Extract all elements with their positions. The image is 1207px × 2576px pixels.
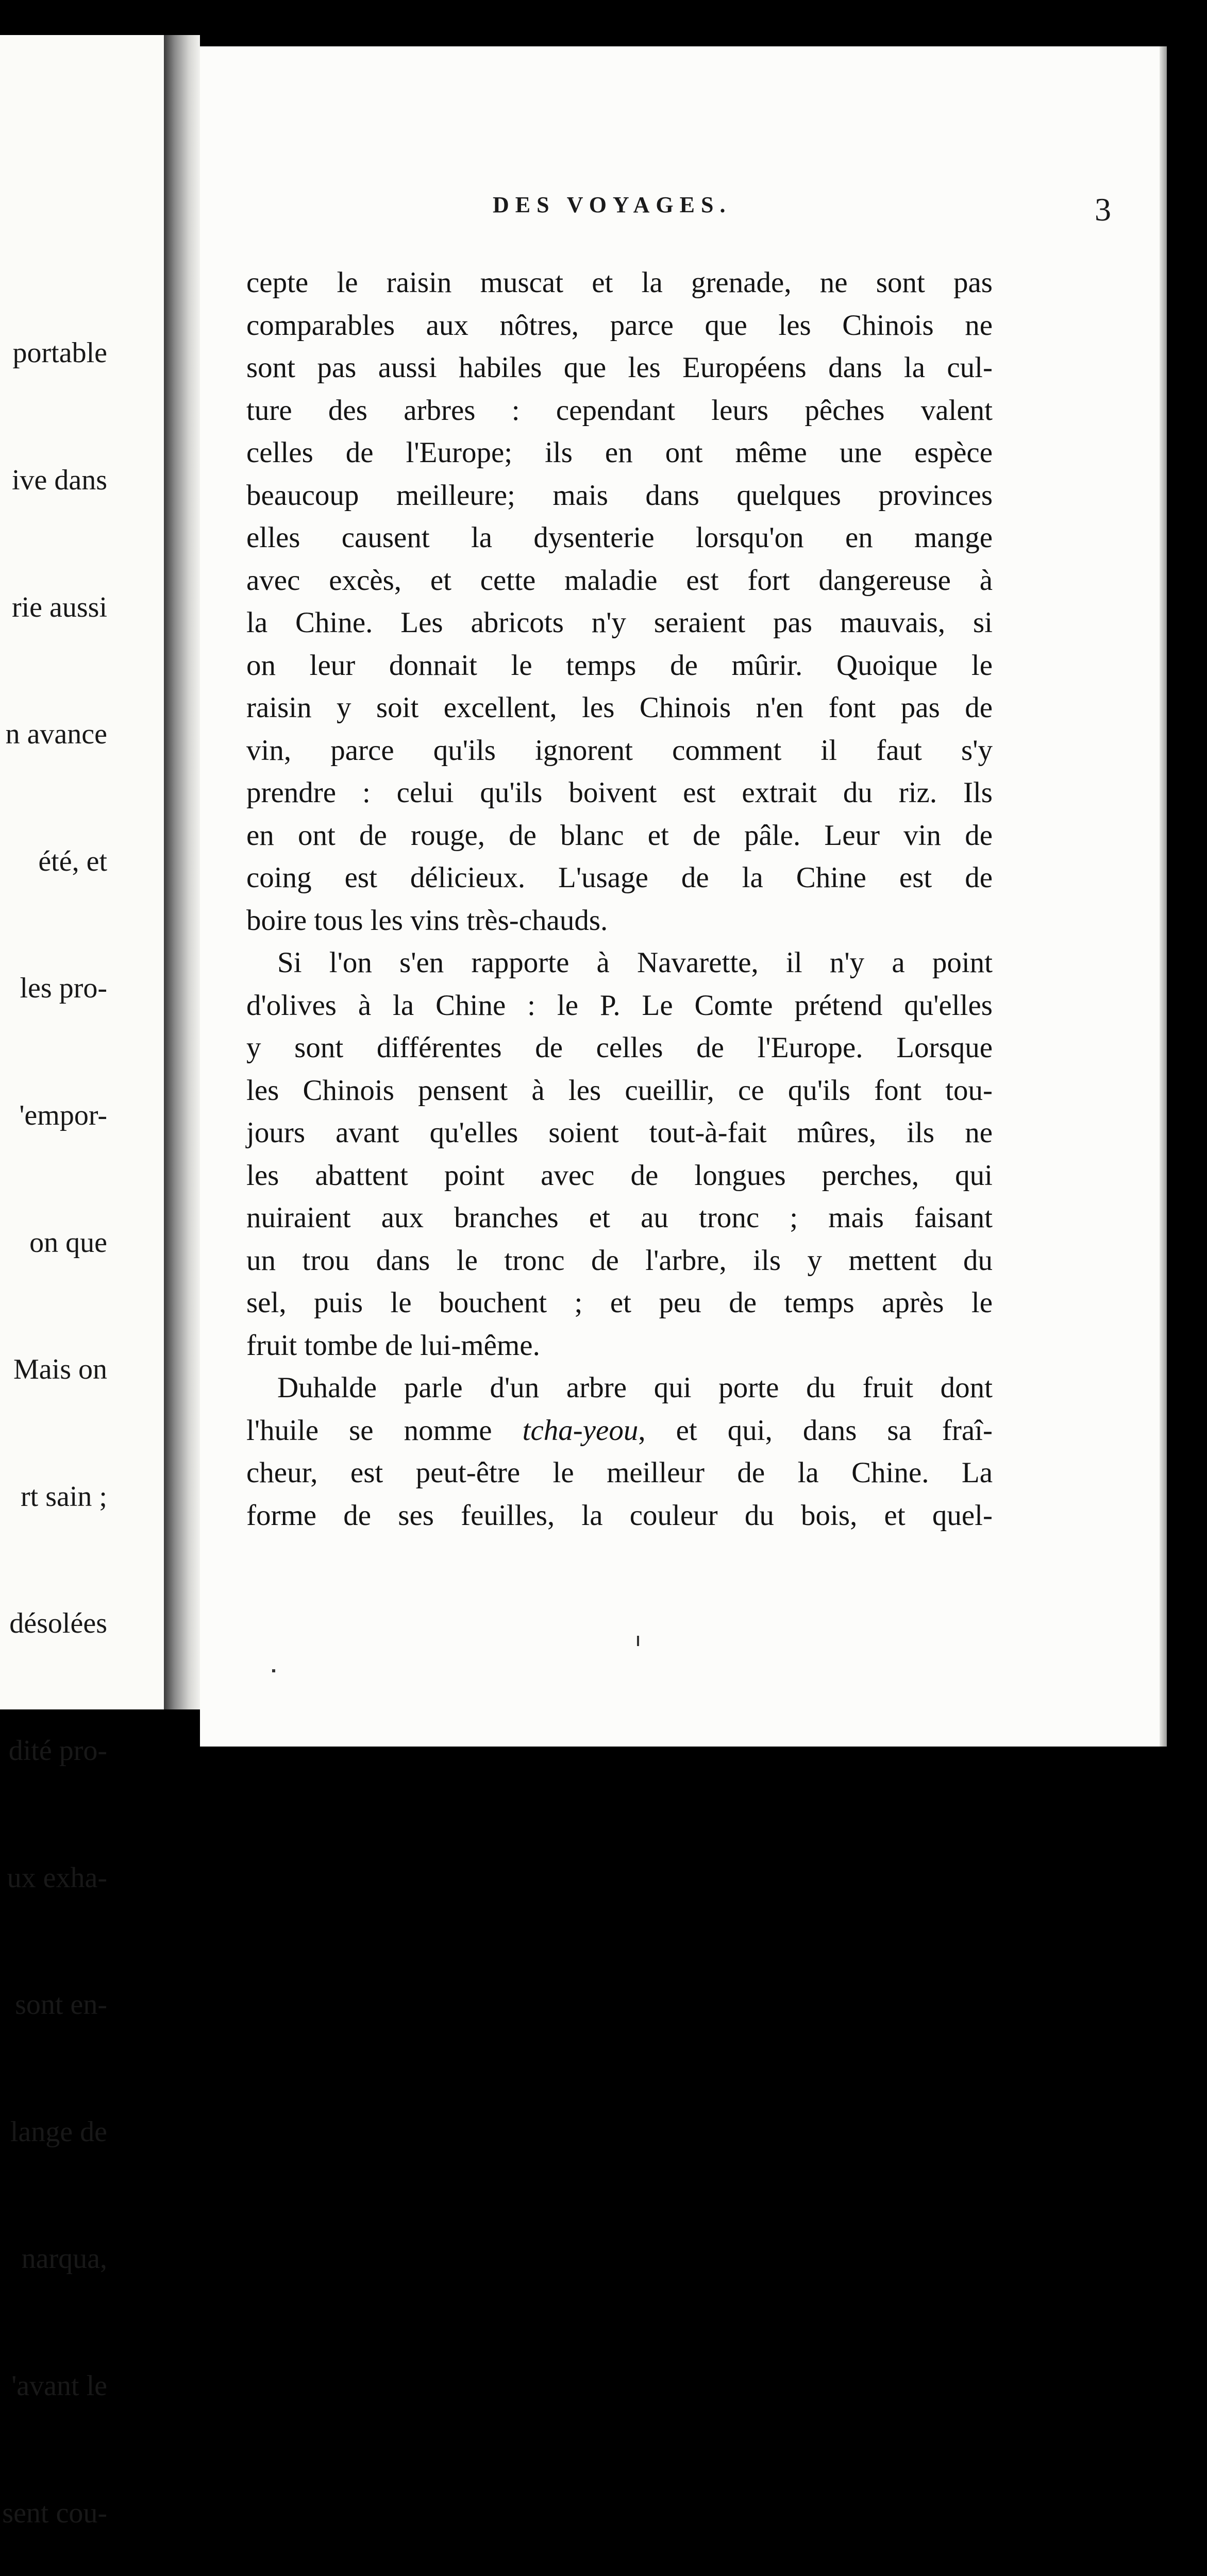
left-line: rt sain ; <box>21 1480 107 1513</box>
text-line-with-italic <box>246 1410 993 1452</box>
text-segment: l'huile se nomme <box>246 1414 523 1447</box>
page-number: 3 <box>1095 191 1111 228</box>
text-line: y sont différentes de celles de l'Europe. Lorsque <box>246 1031 993 1064</box>
left-line: sont en- <box>15 1989 107 2021</box>
paragraph-end-line: boire tous les vins très-chauds. <box>246 904 608 937</box>
left-line: dité pro- <box>8 1734 107 1767</box>
left-line: rie aussi <box>11 591 107 623</box>
left-line: 'avant le <box>11 2369 107 2402</box>
left-line: on que <box>29 1226 107 1259</box>
book-gutter-shadow <box>164 35 200 1709</box>
text-line: comparables aux nôtres, parce que les Chinois ne <box>246 309 993 342</box>
text-segment: , et qui, dans sa fraî- <box>638 1414 993 1447</box>
left-line: désolées <box>9 1607 107 1640</box>
left-line: n avance <box>5 718 107 751</box>
text-line: cepte le raisin muscat et la grenade, ne sont pas <box>246 266 993 299</box>
left-line: les pro- <box>20 972 107 1005</box>
text-line: avec excès, et cette maladie est fort dangereuse à <box>246 564 993 597</box>
text-line: en ont de rouge, de blanc et de pâle. Leur vin de <box>246 819 993 852</box>
text-line: jours avant qu'elles soient tout-à-fait mûres, ils ne <box>246 1116 993 1149</box>
left-line: lange de <box>10 2115 107 2148</box>
left-line: narqua, <box>21 2243 107 2275</box>
text-line: prendre : celui qu'ils boivent est extrait du riz. Ils <box>246 776 993 809</box>
text-line: sel, puis le bouchent ; et peu de temps après le <box>246 1286 993 1319</box>
text-line: vin, parce qu'ils ignorent comment il faut s'y <box>246 734 993 767</box>
paragraph-end-line: fruit tombe de lui-même. <box>246 1329 540 1362</box>
page-edge-shadow <box>1160 46 1167 1747</box>
left-page-text <box>0 247 107 2576</box>
text-line: elles causent la dysenterie lorsqu'on en mange <box>246 521 993 554</box>
left-line: Mais on <box>13 1353 107 1386</box>
text-line: un trou dans le tronc de l'arbre, ils y mettent du <box>246 1244 993 1277</box>
left-line: 'empor- <box>19 1099 107 1131</box>
left-line: ux exha- <box>7 1861 107 1894</box>
text-line: beaucoup meilleure; mais dans quelques provinces <box>246 479 993 512</box>
print-speck <box>272 1669 275 1672</box>
left-facing-page <box>0 35 164 2529</box>
text-line: raisin y soit excellent, les Chinois n'en font pas de <box>246 691 993 724</box>
text-line: celles de l'Europe; ils en ont même une espèce <box>246 436 993 469</box>
text-line: coing est délicieux. L'usage de la Chine est de <box>246 861 993 894</box>
left-line: sent cou- <box>2 2497 107 2529</box>
print-speck <box>637 1636 639 1646</box>
left-line: été, et <box>38 845 107 877</box>
body-text <box>246 262 993 1537</box>
text-line: nuiraient aux branches et au tronc ; mais faisant <box>246 1201 993 1234</box>
left-line: portable <box>12 337 107 369</box>
right-page <box>200 46 1167 1747</box>
text-line: la Chine. Les abricots n'y seraient pas mauvais, si <box>246 606 993 639</box>
text-line: les Chinois pensent à les cueillir, ce qu'ils font tou- <box>246 1074 993 1107</box>
text-line: forme de ses feuilles, la couleur du bois, et quel- <box>246 1499 993 1532</box>
text-line: d'olives à la Chine : le P. Le Comte prétend qu'elles <box>246 989 993 1022</box>
paragraph-start-line: Duhalde parle d'un arbre qui porte du fruit dont <box>277 1371 993 1404</box>
left-line: ive dans <box>11 464 107 496</box>
running-head: DES VOYAGES. <box>493 192 732 217</box>
paragraph-start-line: Si l'on s'en rapporte à Navarette, il n'y a point <box>277 946 993 979</box>
text-line: sont pas aussi habiles que les Européens dans la cul- <box>246 351 993 384</box>
text-line: on leur donnait le temps de mûrir. Quoique le <box>246 649 993 682</box>
italic-term: tcha-yeou <box>522 1414 639 1447</box>
text-line: ture des arbres : cependant leurs pêches valent <box>246 394 993 427</box>
text-line: les abattent point avec de longues perches, qui <box>246 1159 993 1192</box>
text-line: cheur, est peut-être le meilleur de la Chine. La <box>246 1456 993 1489</box>
